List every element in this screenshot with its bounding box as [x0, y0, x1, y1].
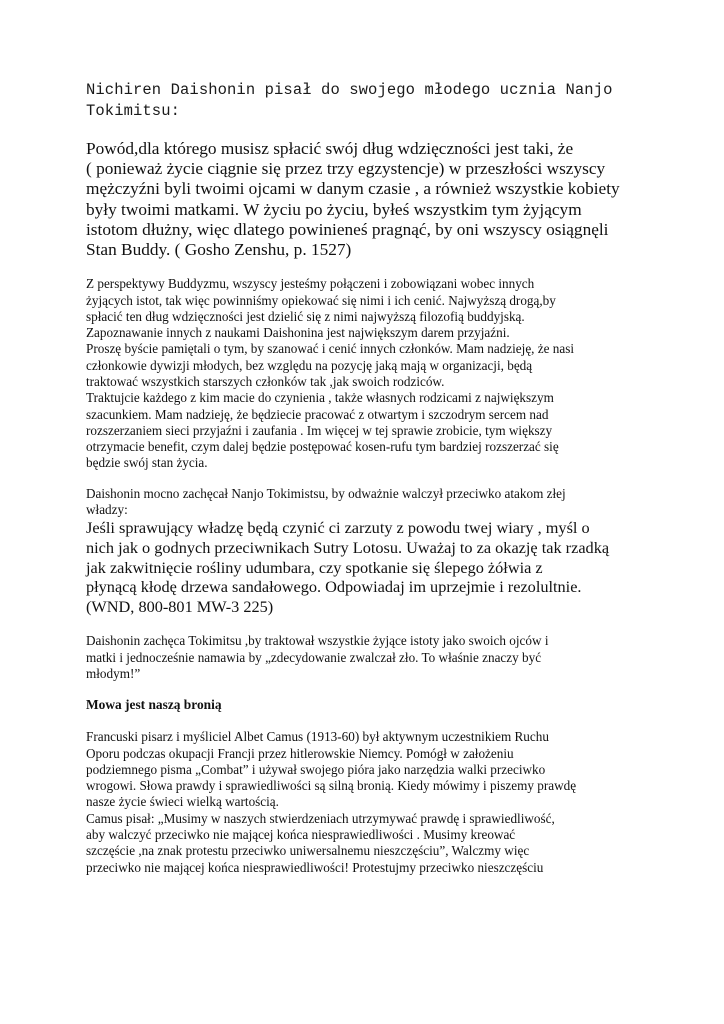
paragraph-line: Francuski pisarz i myśliciel Albet Camus (1913-60) był aktywnym uczestnikiem Ruchu: [86, 729, 549, 745]
paragraph-line: Zapoznawanie innych z naukami Daishonina jest największym darem przyjaźni.: [86, 325, 510, 341]
paragraph-line: żyjących istot, tak więc powinniśmy opiekować się nimi i ich cenić. Najwyższą drogą,by: [86, 292, 556, 308]
paragraph-line: matki i jednocześnie namawia by „zdecydowanie zwalczał zło. To właśnie znaczy być: [86, 649, 542, 665]
quote-line: Stan Buddy. ( Gosho Zenshu, p. 1527): [86, 240, 352, 260]
paragraph-line: Traktujcie każdego z kim macie do czynienia , także własnych rodzicami z największym: [86, 390, 554, 406]
quote-line: były twoimi matkami. W życiu po życiu, byłeś wszystkim tym żyjącym: [86, 199, 582, 219]
paragraph-line: nasze życie świeci wielką wartością.: [86, 794, 279, 810]
quote-line: nich jak o godnych przeciwnikach Sutry Lotosu. Uważaj to za okazję tak rzadką: [86, 537, 610, 557]
section-heading: Mowa jest naszą bronią: [86, 697, 222, 713]
paragraph-line: Oporu podczas okupacji Francji przez hitlerowskie Niemcy. Pomógł w założeniu: [86, 745, 514, 761]
paragraph-tokimitsu-encouragement: [86, 633, 676, 682]
paragraph-line: szczęście ,na znak protestu przeciwko uniwersalnemu nieszczęściu”, Walczmy więc: [86, 843, 530, 859]
paragraph-line: Daishonin mocno zachęcał Nanjo Tokimistsu, by odważnie walczył przeciwko atakom złej: [86, 485, 566, 501]
paragraph-line: traktować wszystkich starszych członków tak ,jak swoich rodziców.: [86, 374, 445, 389]
paragraph-line: młodym!”: [86, 665, 141, 681]
gosho-quote-2: [86, 518, 676, 616]
quote-line: mężczyźni byli twoimi ojcami w danym czasie , a również wszystkie kobiety: [86, 179, 620, 199]
quote-line: istotom dłużny, więc dlatego powinieneś pragnąć, by oni wszyscy osiągnęli: [86, 219, 609, 239]
quote-line: (WND, 800-801 MW-3 225): [86, 596, 274, 616]
paragraph-intro-quote-2: [86, 486, 676, 519]
paragraph-line: członkowie dywizji młodych, bez względu na pozycję jaką mają w organizacji, będą: [86, 357, 533, 373]
paragraph-line: rozszerzaniem sieci przyjaźni i zaufania . Im więcej w tej sprawie zrobicie, tym większy: [86, 422, 553, 438]
quote-line: Jeśli sprawujący władzę będą czynić ci zarzuty z powodu twej wiary , myśl o: [86, 518, 590, 538]
paragraph-line: Z perspektywy Buddyzmu, wszyscy jesteśmy połączeni i zobowiązani wobec innych: [86, 276, 535, 292]
paragraph-line: przeciwko nie mającej końca niesprawiedliwości! Protestujmy przeciwko nieszczęściu: [86, 859, 544, 875]
gosho-quote-1: [86, 139, 676, 260]
paragraph-line: wrogowi. Słowa prawdy i sprawiedliwości są silną bronią. Kiedy mówimy i piszemy prawdę: [86, 778, 577, 794]
paragraph-line: Camus pisał: „Musimy w naszych stwierdzeniach utrzymywać prawdę i sprawiedliwość,: [86, 810, 555, 826]
paragraph-camus: [86, 729, 676, 876]
paragraph-line: władzy:: [86, 502, 128, 518]
paragraph-line: aby walczyć przeciwko nie mającej końca niesprawiedliwości . Musimy kreować: [86, 827, 516, 843]
paragraph-line: Proszę byście pamiętali o tym, by szanować i cenić innych członków. Mam nadzieję, że nasi: [86, 341, 575, 357]
title-line: Nichiren Daishonin pisał do swojego młodego ucznia Nanjo: [86, 81, 613, 99]
quote-line: jak zakwitnięcie rośliny udumbara, czy spotkanie się ślepego żółwia z: [86, 557, 543, 577]
paragraph-line: Daishonin zachęca Tokimitsu ,by traktował wszystkie żyjące istoty jako swoich ojców i: [86, 633, 549, 649]
paragraph-line: podziemnego pisma „Combat” i używał swojego pióra jako narzędzia walki przeciwko: [86, 761, 546, 777]
paragraph-line: szacunkiem. Mam nadzieję, że będziecie pracować z otwartym i szczodrym sercem nad: [86, 406, 549, 422]
document-page: [86, 80, 676, 890]
paragraph-line: spłacić ten dług wdzięczności jest dzielić się z nimi najwyższą filozofią buddyjską.: [86, 308, 525, 324]
paragraph-line: będzie swój stan życia.: [86, 455, 208, 471]
title-line: Tokimitsu:: [86, 102, 181, 120]
quote-line: ( ponieważ życie ciągnie się przez trzy egzystencje) w przeszłości wszyscy: [86, 159, 606, 179]
document-title: [86, 80, 676, 122]
quote-line: płynącą kłodę drzewa sandałowego. Odpowiadaj im uprzejmie i rezolultnie.: [86, 577, 582, 597]
paragraph-buddhism-perspective: [86, 276, 676, 472]
quote-line: Powód,dla którego musisz spłacić swój dług wdzięczności jest taki, że: [86, 139, 574, 158]
paragraph-line: otrzymacie benefit, czym dalej będzie postępować kosen-rufu tym bardziej rozszerzać się: [86, 439, 559, 455]
